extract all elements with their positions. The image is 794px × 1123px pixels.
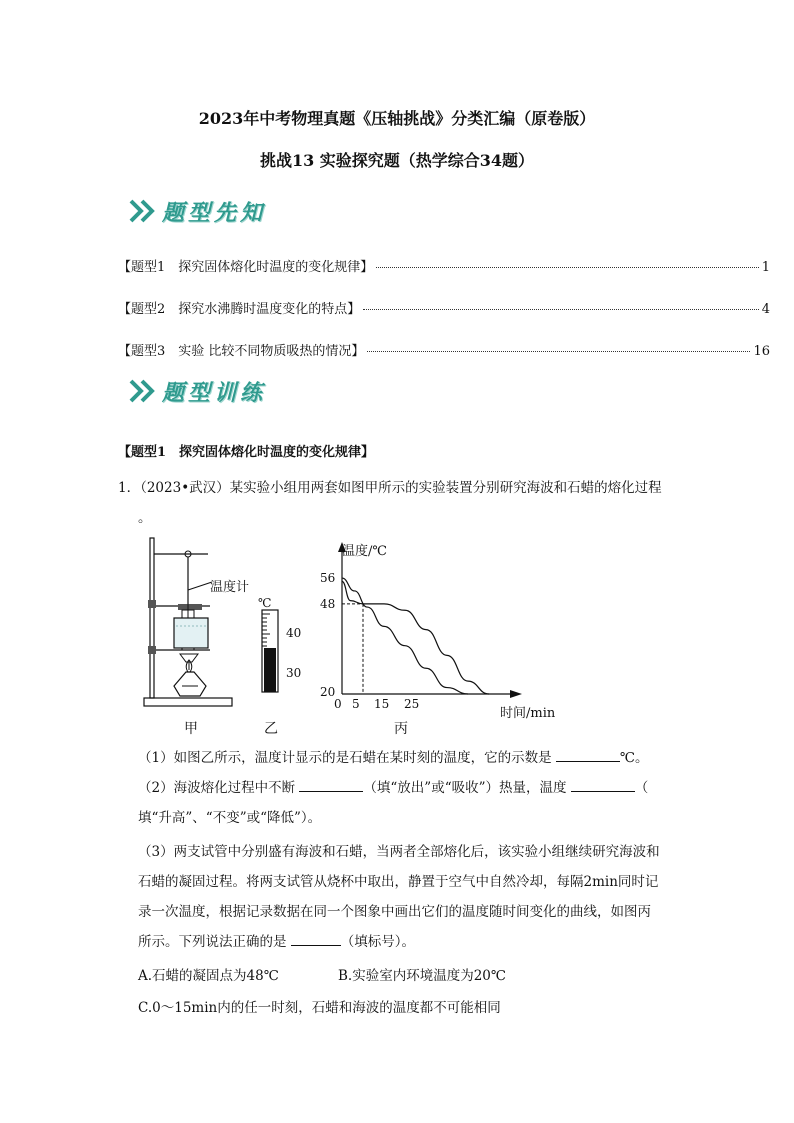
figure-apparatus — [138, 536, 238, 714]
toc-entry[interactable] — [118, 298, 770, 317]
answer-blank[interactable] — [291, 931, 341, 946]
toc-leader — [367, 351, 750, 352]
x-axis-arrow — [510, 690, 522, 698]
overview-banner — [128, 194, 266, 228]
scale-unit: ℃ — [258, 596, 272, 610]
question-stem-line1: （2023•武汉）某实验小组用两套如图甲所示的实验装置分别研究海波和石蜡的熔化过程 — [140, 480, 662, 496]
training-banner — [128, 374, 266, 408]
toc-page: 16 — [753, 344, 770, 359]
graph-xtick-0: 0 — [334, 697, 342, 711]
part-3-line4 — [138, 928, 678, 956]
graph-xtick-15: 15 — [374, 697, 390, 711]
cooling-graph — [312, 536, 562, 720]
answer-blank[interactable] — [299, 777, 363, 792]
option-b: B.实验室内环境温度为20℃ — [338, 968, 506, 984]
graph-xlabel: 时间/min — [500, 706, 556, 721]
graph-ytick-20: 20 — [320, 685, 336, 699]
page-subtitle: 挑战13 实验探究题（热学综合34题） — [259, 151, 535, 170]
thermometer-pointer — [186, 578, 214, 592]
part-2 — [138, 774, 678, 802]
part-2-text-a: （2）海波熔化过程中不断 — [138, 780, 300, 796]
graph-ytick-48: 48 — [320, 597, 336, 611]
toc-leader — [363, 309, 758, 310]
double-chevron-icon — [128, 376, 158, 406]
part-1-text: （1）如图乙所示，温度计显示的是石蜡在某时刻的温度，它的示数是 — [138, 750, 556, 766]
page-title: 2023年中考物理真题《压轴挑战》分类汇编（原卷版） — [198, 109, 596, 128]
toc-leader — [376, 267, 758, 268]
part-3-tail: （填标号）。 — [340, 934, 416, 950]
toc-entry[interactable] — [118, 340, 770, 359]
caption-yi: 乙 — [264, 721, 278, 737]
cooling-curve-1 — [342, 581, 489, 694]
cooling-curve-2 — [342, 578, 468, 694]
graph-xtick-5: 5 — [352, 697, 360, 711]
scale-label-30: 30 — [286, 666, 302, 680]
toc-label: 【题型2 探究水沸腾时温度变化的特点】 — [118, 302, 361, 317]
caption-bing: 丙 — [394, 721, 408, 737]
caption-jia: 甲 — [184, 721, 198, 737]
overview-banner-label: 题型先知 — [162, 199, 267, 226]
toc-page: 1 — [761, 260, 770, 275]
training-banner-label: 题型训练 — [162, 379, 267, 406]
part-2-text-c: （ — [634, 780, 649, 796]
part-2-text-b: （填“放出”或“吸收”）热量，温度 — [363, 780, 571, 796]
toc-page: 4 — [761, 302, 770, 317]
graph-ytick-56: 56 — [320, 571, 336, 585]
part-3-line3: 录一次温度，根据记录数据在同一个图象中画出它们的温度随时间变化的曲线，如图丙 — [138, 904, 651, 920]
option-c: C.0～15min内的任一时刻，石蜡和海波的温度都不可能相同 — [138, 1000, 501, 1016]
part-3-text: 所示。下列说法正确的是 — [138, 934, 291, 950]
question-stem — [118, 476, 662, 500]
toc-label: 【题型3 实验 比较不同物质吸热的情况】 — [118, 344, 365, 359]
part-1 — [138, 744, 678, 772]
question-number: 1． — [118, 480, 141, 496]
part-1-unit: ℃。 — [619, 750, 649, 766]
section-heading: 【题型1 探究固体熔化时温度的变化规律】 — [118, 445, 375, 460]
answer-blank[interactable] — [556, 747, 620, 762]
toc-entry[interactable] — [118, 256, 770, 275]
scale-label-40: 40 — [286, 626, 302, 640]
toc-label: 【题型1 探究固体熔化时温度的变化规律】 — [118, 260, 374, 275]
graph-xtick-25: 25 — [404, 697, 420, 711]
part-2-line2: 填“升高”、“不变”或“降低”）。 — [138, 810, 322, 826]
graph-ylabel: 温度/℃ — [342, 544, 387, 559]
option-a: A.石蜡的凝固点为48℃ — [138, 968, 279, 984]
double-chevron-icon — [128, 196, 158, 226]
question-stem-line2: 。 — [138, 510, 152, 526]
part-3-line1: （3）两支试管中分别盛有海波和石蜡，当两者全部熔化后，该实验小组继续研究海波和 — [138, 844, 660, 860]
thermometer-label: 温度计 — [210, 580, 250, 595]
answer-blank[interactable] — [571, 777, 635, 792]
thermometer-scale — [252, 608, 288, 694]
part-3-line2: 石蜡的凝固过程。将两支试管从烧杯中取出，静置于空气中自然冷却，每隔2min同时记 — [138, 874, 659, 890]
